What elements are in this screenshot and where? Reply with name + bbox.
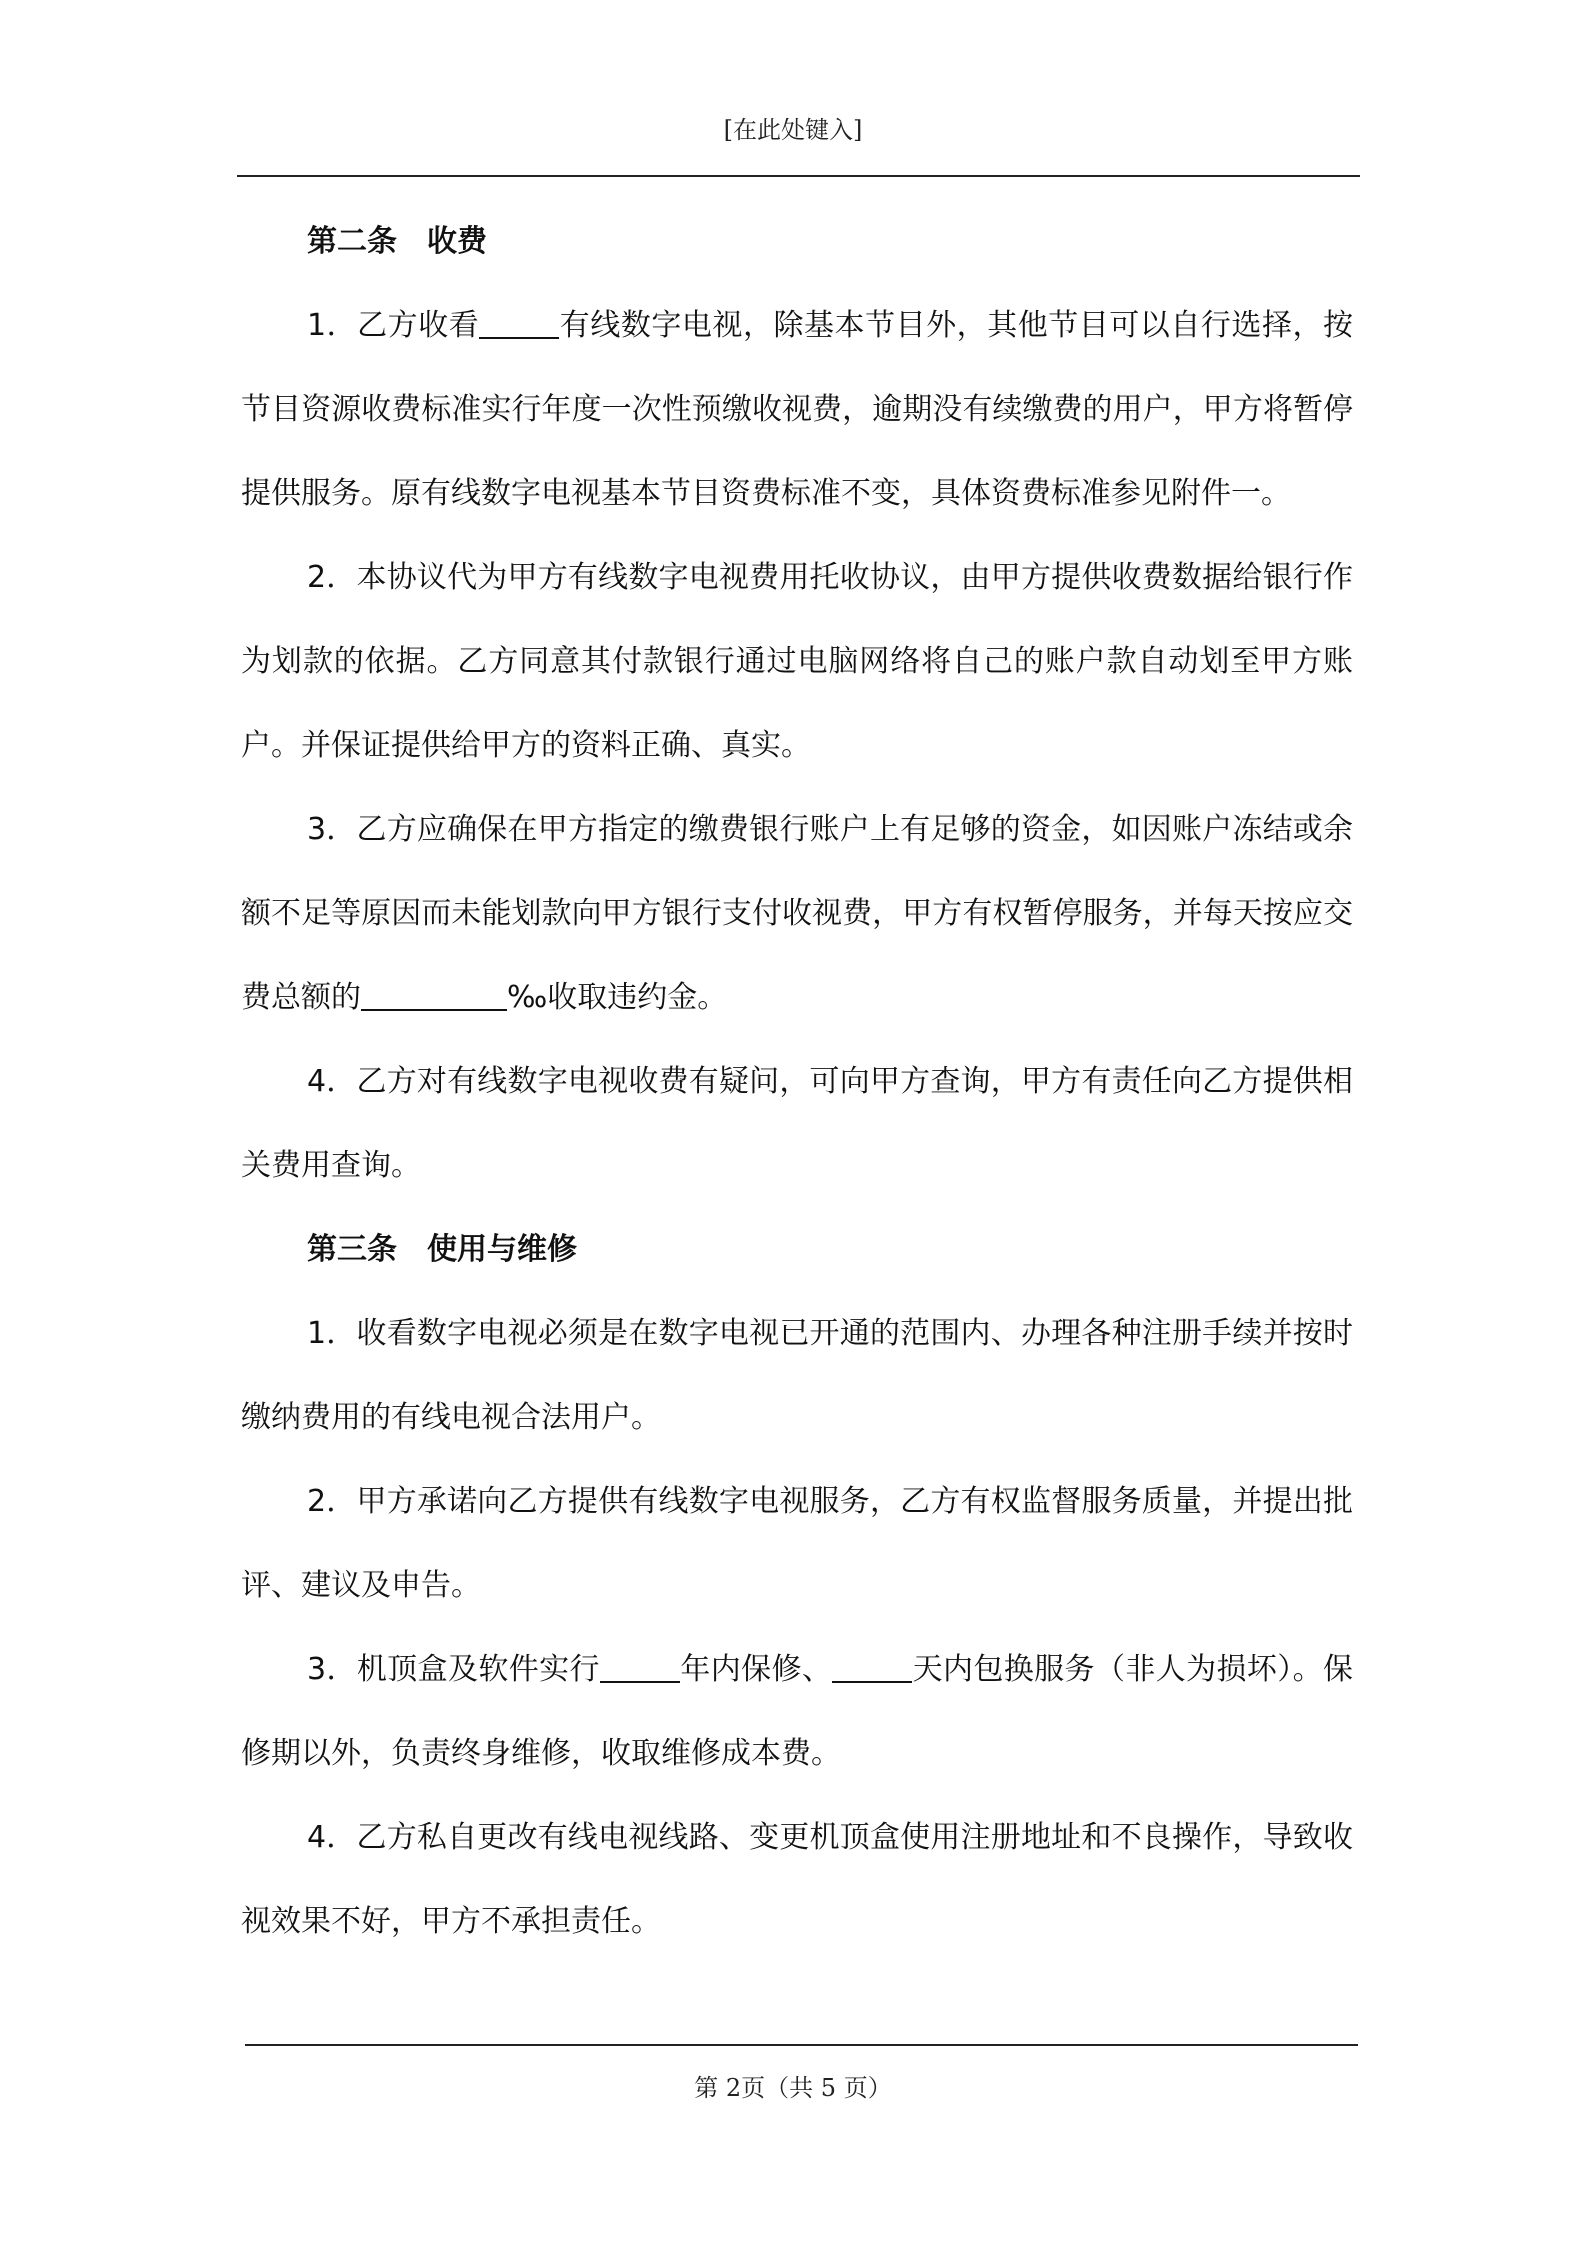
page-footer: 第 2页（共 5 页） bbox=[694, 2074, 892, 2102]
section-heading bbox=[241, 200, 1353, 284]
clause-text: 2．本协议代为甲方有线数字电视费用托收协议，由甲方提供收费数据给银行作为划款的依据。乙方同意其付款银行通过电脑网络将自己的账户款自动划至甲方账户。并保证提供给甲方的资料正确、真实。 bbox=[241, 560, 1353, 763]
page-header: [在此处键入] bbox=[723, 116, 863, 144]
clause-paragraph bbox=[241, 1628, 1353, 1796]
clause-paragraph bbox=[241, 284, 1353, 536]
fill-in-blank[interactable] bbox=[600, 1651, 680, 1683]
fill-in-blank[interactable] bbox=[832, 1651, 912, 1683]
footer-rule bbox=[245, 2044, 1358, 2046]
section-number: 第二条 bbox=[307, 224, 397, 259]
clause-paragraph bbox=[241, 1796, 1353, 1964]
clause-paragraph bbox=[241, 788, 1353, 1040]
header-rule bbox=[237, 175, 1360, 177]
clause-text: 有线数字电视，除基本节目外，其他节目可以自行选择，按节目资源收费标准实行年度一次性预缴收视费，逾期没有续缴费的用户，甲方将暂停提供服务。原有线数字电视基本节目资费标准不变，具体资费标准参见附件一。 bbox=[241, 308, 1354, 511]
fill-in-blank[interactable] bbox=[479, 307, 559, 339]
section-title: 收费 bbox=[427, 224, 487, 259]
clause-text: 4．乙方对有线数字电视收费有疑问，可向甲方查询，甲方有责任向乙方提供相关费用查询。 bbox=[241, 1064, 1353, 1183]
clause-text: 3．乙方应确保在甲方指定的缴费银行账户上有足够的资金，如因账户冻结或余额不足等原因而未能划款向甲方银行支付收视费，甲方有权暂停服务，并每天按应交费总额的 bbox=[241, 812, 1353, 1015]
section-number: 第三条 bbox=[307, 1232, 397, 1267]
clause-text: ‰收取违约金。 bbox=[507, 980, 728, 1015]
clause-text: 年内保修、 bbox=[679, 1652, 833, 1687]
clause-text: 1．收看数字电视必须是在数字电视已开通的范围内、办理各种注册手续并按时缴纳费用的有线电视合法用户。 bbox=[241, 1316, 1353, 1435]
fill-in-blank[interactable] bbox=[361, 979, 507, 1011]
clause-paragraph bbox=[241, 1292, 1353, 1460]
clause-paragraph bbox=[241, 536, 1353, 788]
document-body bbox=[241, 200, 1353, 1964]
clause-paragraph bbox=[241, 1040, 1353, 1208]
clause-text: 2．甲方承诺向乙方提供有线数字电视服务，乙方有权监督服务质量，并提出批评、建议及申告。 bbox=[241, 1484, 1353, 1603]
clause-text: 天内包换服务（非人为损坏）。保修期以外，负责终身维修，收取维修成本费。 bbox=[241, 1652, 1354, 1771]
clause-text: 3．机顶盒及软件实行 bbox=[307, 1652, 600, 1687]
clause-text: 4．乙方私自更改有线电视线路、变更机顶盒使用注册地址和不良操作，导致收视效果不好，甲方不承担责任。 bbox=[241, 1820, 1353, 1939]
section-title: 使用与维修 bbox=[427, 1232, 577, 1267]
clause-text: 1．乙方收看 bbox=[307, 308, 480, 343]
section-heading bbox=[241, 1208, 1353, 1292]
clause-paragraph bbox=[241, 1460, 1353, 1628]
